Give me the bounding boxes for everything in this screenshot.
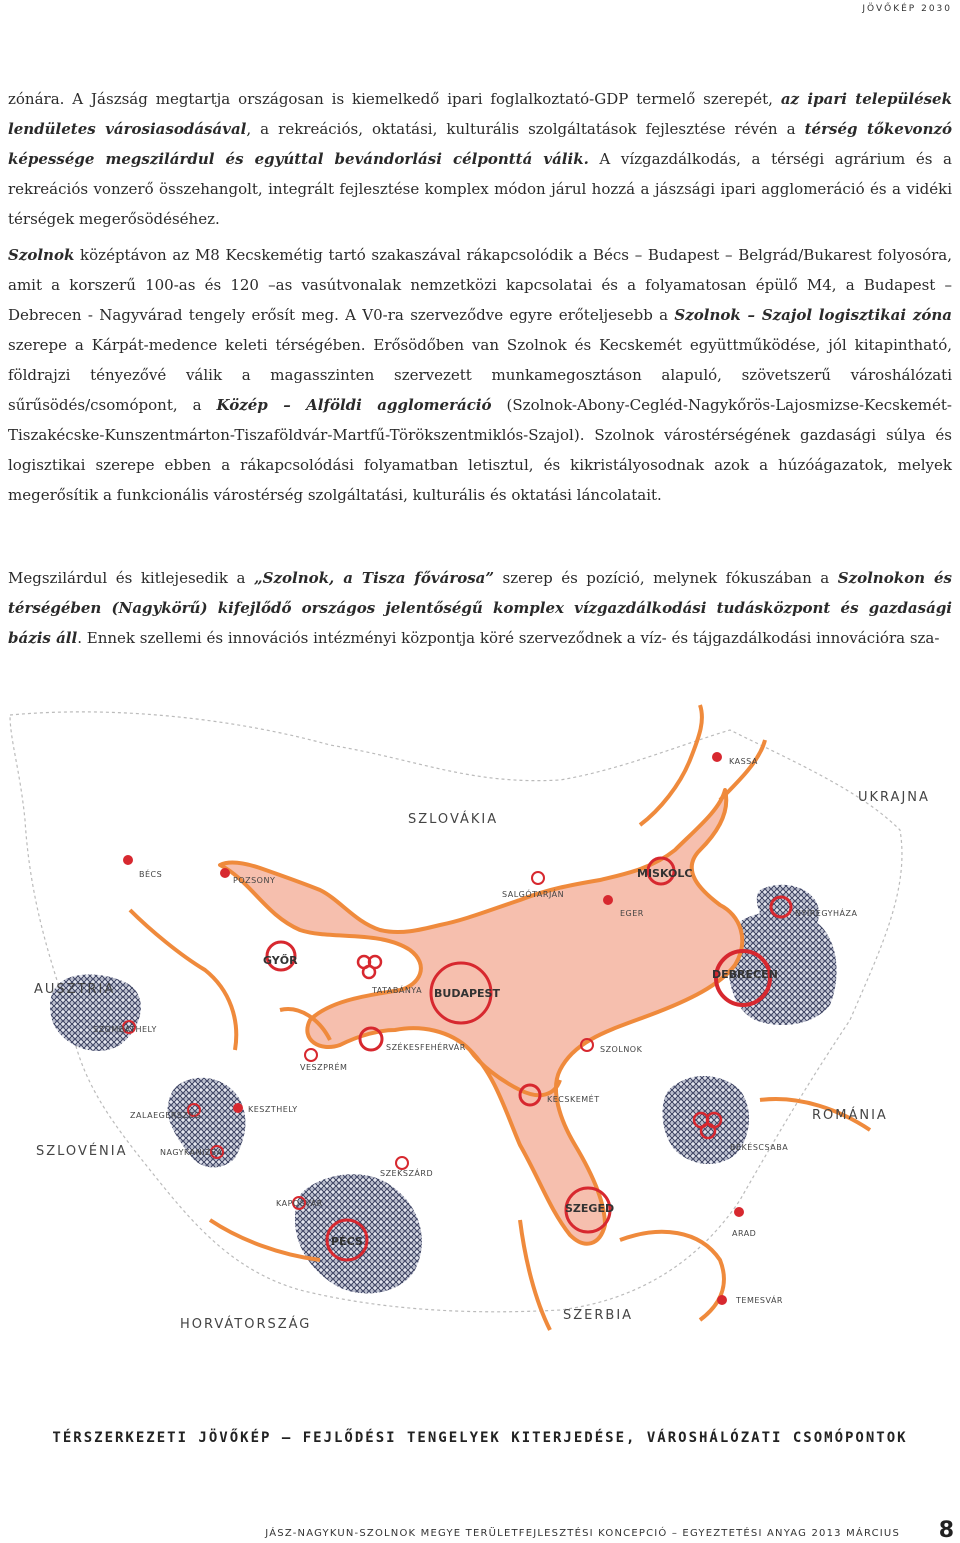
header-tag: JÖVŐKÉP 2030 [862, 4, 952, 14]
text-run: zónára. A Jászság megtartja országosan is kiemelkedő ipari foglalkoztató-GDP termelő szerepét, [8, 90, 781, 108]
node-veszprem [305, 1049, 317, 1061]
city-label-nagykanizsa: NAGYKANIZSA [160, 1148, 223, 1157]
city-label-budapest: BUDAPEST [434, 987, 500, 1000]
country-label-szlovakia: SZLOVÁKIA [408, 812, 499, 827]
city-label-eger: EGER [620, 909, 644, 918]
node-temesvar [717, 1295, 727, 1305]
emphasis-run: Szolnok – Szajol logisztikai zóna [674, 306, 953, 324]
city-label-szekesfehervar: SZÉKESFEHÉRVÁR [386, 1043, 466, 1052]
texture-pecs [295, 1174, 422, 1293]
city-label-szombathely: SZOMBATHELY [93, 1025, 157, 1034]
paragraph-jaszsag [8, 84, 952, 234]
node-salgotarjan [532, 872, 544, 884]
city-label-pozsony: POZSONY [233, 876, 276, 885]
city-label-tatabanya: TATABÁNYA [372, 986, 423, 995]
node-szekszard [396, 1157, 408, 1169]
city-label-salgotarjan: SALGÓTARJÁN [502, 890, 565, 899]
map-caption: TÉRSZERKEZETI JÖVŐKÉP – FEJLŐDÉSI TENGELYEK KITERJEDÉSE, VÁROSHÁLÓZATI CSOMÓPONTOK [52, 1430, 908, 1446]
spatial-structure-map [0, 700, 960, 1400]
node-keszthely [233, 1103, 243, 1113]
city-label-szolnok: SZOLNOK [600, 1045, 643, 1054]
country-label-ausztria: AUSZTRIA [34, 982, 116, 997]
emphasis-run: az ipari települések lendületes városiasodásával [8, 90, 952, 138]
city-label-zalaegerszeg: ZALAEGERSZEG [130, 1111, 201, 1120]
city-label-szekszard: SZEKSZÁRD [380, 1169, 434, 1178]
text-run: szerep és pozíció, melynek fókuszában a [494, 569, 838, 587]
text-run: A vízgazdálkodás, a térségi agrárium és a rekreációs vonzerő összehangolt, integrált fejlesztése komplex módon járul hozzá a jászsági ipari agglomeráció és a vidéki térségek megerősödéséhez. [8, 150, 952, 228]
node-eger [603, 895, 613, 905]
node-becs [123, 855, 133, 865]
country-label-szerbia: SZERBIA [563, 1308, 634, 1323]
emphasis-run: Szolnokon és térségében (Nagykörű) kifejlődő országos jelentőségű komplex vízgazdálkodási tudásközpont és gazdasági bázis áll [8, 569, 952, 647]
emphasis-run: Közép – Alföldi agglomeráció [216, 396, 492, 414]
country-label-ukrajna: UKRAJNA [858, 790, 930, 805]
emphasis-run: Szolnok [8, 246, 75, 264]
axis-south-east [620, 1232, 724, 1320]
city-label-gyor: GYŐR [263, 954, 298, 967]
node-tatabanya-c [363, 966, 375, 978]
paragraph-tisza [8, 563, 952, 653]
city-label-kaposvar: KAPOSVÁR [276, 1199, 323, 1208]
paragraph-szolnok [8, 240, 952, 510]
footer-text: JÁSZ-NAGYKUN-SZOLNOK MEGYE TERÜLETFEJLESZTÉSI KONCEPCIÓ – EGYEZTETÉSI ANYAG 2013 MÁRCIUS [265, 1528, 900, 1539]
city-label-miskolc: MISKOLC [637, 867, 693, 880]
city-label-arad: ARAD [732, 1229, 757, 1238]
text-run: Megszilárdul és kitlejesedik a [8, 569, 255, 587]
city-label-nyiregyhaza: NYÍREGYHÁZA [795, 909, 858, 918]
emphasis-run: „Szolnok, a Tisza fővárosa” [254, 569, 495, 587]
city-label-bekescsaba: BÉKÉSCSABA [730, 1143, 789, 1152]
emphasis-run: térség tőkevonzó képessége megszilárdul és egyúttal bevándorlási célponttá válik. [8, 120, 952, 168]
city-label-keszthely: KESZTHELY [248, 1105, 298, 1114]
text-run: . Ennek szellemi és innovációs intézményi központja köré szerveződnek a víz- és tájgazdálkodási innovációra sza- [77, 629, 940, 647]
city-label-becs: BÉCS [139, 870, 163, 879]
page-number: 8 [938, 1518, 954, 1543]
city-label-pecs: PÉCS [331, 1235, 363, 1248]
axis-north-east-2 [720, 740, 765, 800]
city-label-temesvar: TEMESVÁR [736, 1296, 783, 1305]
node-arad [734, 1207, 744, 1217]
country-label-szlovenia: SZLOVÉNIA [36, 1144, 128, 1159]
node-kassa [712, 752, 722, 762]
city-label-szeged: SZEGED [565, 1202, 615, 1215]
city-label-veszprem: VESZPRÉM [300, 1063, 348, 1072]
text-run: szerepe a Kárpát-medence keleti térségében. Erősödőben van Szolnok és Kecskemét együttműködése, jól kitapintható, földrajzi tényezővé válik a magasszinten szervezett munkamegosztáson alapuló, szövetszerű városhálózati sűrűsödés/csomópont, a [8, 336, 952, 414]
city-label-kecskemet: KECSKEMÉT [547, 1095, 600, 1104]
axis-north-east [640, 705, 702, 825]
text-run: , a rekreációs, oktatási, kulturális szolgáltatások fejlesztése révén a [246, 120, 805, 138]
country-label-romania: ROMÁNIA [812, 1108, 888, 1123]
text-run: (Szolnok-Abony-Cegléd-Nagykőrös-Lajosmizse-Kecskemét-Tiszakécske-Kunszentmárton-Tiszaföldvár-Martfű-Törökszentmiklós-Szajol). Szolnok várostérségének gazdasági súlya és logisztikai szerepe ebben a rákapcsolódási folyamatban letisztul, és kikristályosodnak azok a húzóágazatok, melyek megerősítik a funkcionális várostérség szolgáltatási, kulturális és oktatási láncolatait. [8, 396, 952, 504]
country-label-horvatorszag: HORVÁTORSZÁG [180, 1317, 312, 1332]
text-run: középtávon az M8 Kecskemétig tartó szakaszával rákapcsolódik a Bécs – Budapest – Belgrád/Bukarest folyosóra, amit a korszerű 100-as és 120 –as vasútvonalak nemzetközi kapcsolatai és a folyamatosan épülő M4, a Budapest – Debrecen - Nagyvárad tengely erősít meg. A V0-ra szerveződve egyre erőteljesebb a [8, 246, 952, 324]
axis-south [520, 1220, 550, 1330]
city-label-debrecen: DEBRECEN [712, 968, 778, 981]
city-label-kassa: KASSA [729, 757, 758, 766]
node-pozsony [220, 868, 230, 878]
